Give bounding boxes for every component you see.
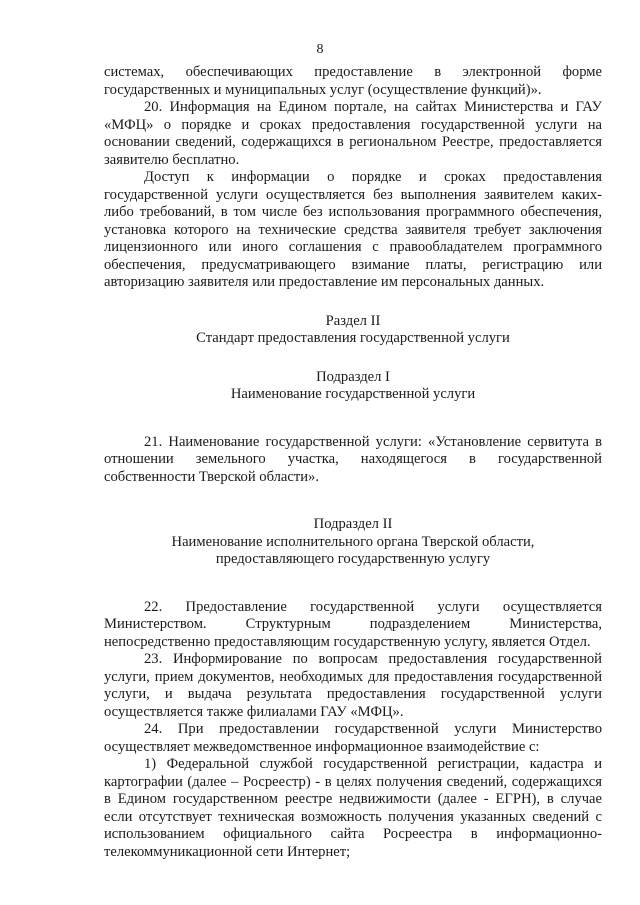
paragraph-item-24-1: 1) Федеральной службой государственной регистрации, кадастра и картографии (далее – Росреестр) - в целях получения сведений, содержащихся в Едином государственном реестре недвижимости (далее - ЕГРН), в случае если отсутствует техническая возможность получения указанных сведений с использованием официального сайта Росреестра в информационно-телекоммуникационной сети Интернет; <box>104 756 602 860</box>
paragraph-item-23: 23. Информирование по вопросам предоставления государственной услуги, прием документов, необходимых для предоставления государственной услуги, и выдача результата предоставления государственной услуги осуществляется также филиалами ГАУ «МФЦ». <box>104 651 602 720</box>
section-title: Стандарт предоставления государственной услуги <box>196 330 510 346</box>
page-number: 8 <box>316 42 324 57</box>
paragraph-item-24: 24. При предоставлении государственной услуги Министерство осуществляет межведомственное информационное взаимодействие с: <box>104 721 602 755</box>
subsection-1-label: Подраздел I <box>316 368 390 385</box>
paragraph-item-22: 22. Предоставление государственной услуги осуществляется Министерством. Структурным подразделением Министерства, непосредственно предоставляющим государственную услугу, является Отдел. <box>104 598 602 650</box>
document-body <box>104 64 602 861</box>
section-label: Раздел II <box>325 312 381 329</box>
paragraph-continuation: системах, обеспечивающих предоставление в электронной форме государственных и муниципальных услуг (осуществление функций)». <box>104 64 602 98</box>
subsection-2-label: Подраздел II <box>313 516 393 532</box>
subsection-1-title: Наименование государственной услуги <box>230 386 476 402</box>
paragraph-item-20: 20. Информация на Едином портале, на сайтах Министерства и ГАУ «МФЦ» о порядке и сроках предоставления государственной услуги на основании сведений, содержащихся в региональном Реестре, предоставляется заявителю бесплатно. <box>104 99 602 168</box>
subsection-2-title-line1: Наименование исполнительного органа Тверской области, <box>171 533 535 550</box>
subsection-2-title-line2: предоставляющего государственную услугу <box>215 551 491 567</box>
paragraph-access-info: Доступ к информации о порядке и сроках предоставления государственной услуги осуществляется без выполнения заявителем каких-либо требований, в том числе без использования программного обеспечения, установка которого на технические средства заявителя требует заключения лицензионного или иного соглашения с правообладателем программного обеспечения, предусматривающего взимание платы, регистрацию или авторизацию заявителя или предоставление им персональных данных. <box>104 169 602 290</box>
paragraph-item-21: 21. Наименование государственной услуги: «Установление сервитута в отношении земельного участка, находящегося в государственной собственности Тверской области». <box>104 433 602 485</box>
